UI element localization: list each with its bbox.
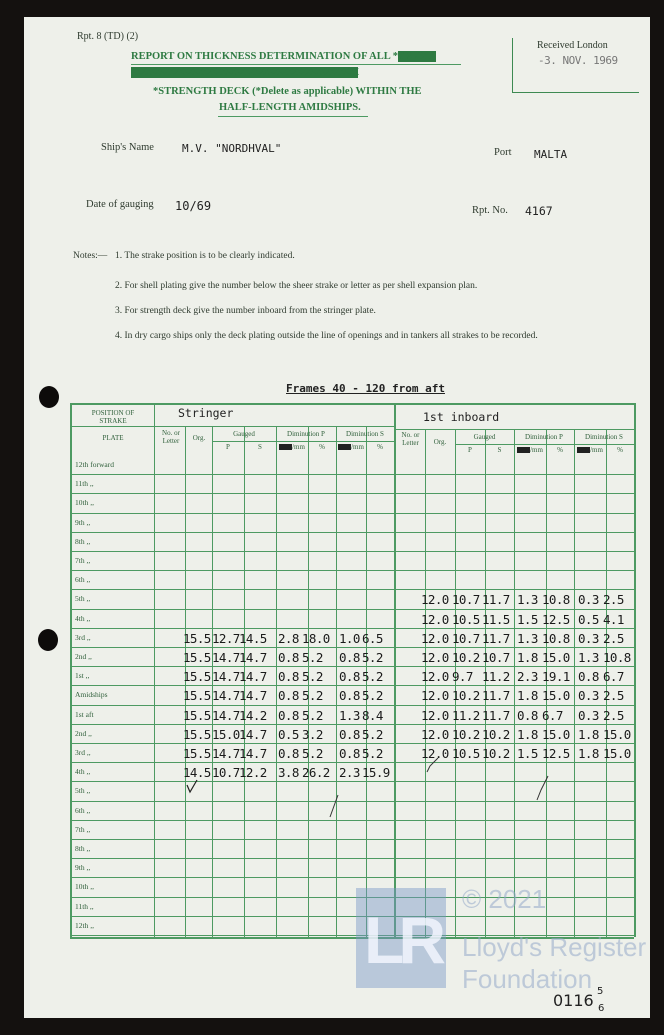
inboard-cell: 10.8 xyxy=(542,592,570,608)
stringer-cell: 12.2 xyxy=(239,765,267,781)
row-label: 11th ,, xyxy=(75,479,94,489)
inboard-cell: 11.7 xyxy=(482,707,510,723)
inboard-cell: 11.2 xyxy=(482,669,510,685)
inboard-cell: 2.3 xyxy=(517,669,538,685)
position-of-strake-header: POSITION OF STRAKE xyxy=(91,409,135,425)
row-label: 10th ,, xyxy=(75,882,94,892)
inboard-cell: 11.7 xyxy=(482,630,510,646)
row-label: 1st aft xyxy=(75,709,94,719)
right-org-header: Org. xyxy=(433,438,447,446)
stringer-cell: 0.8 xyxy=(278,707,299,723)
inboard-cell: 12.0 xyxy=(421,688,449,704)
inboard-cell: 1.8 xyxy=(578,746,599,761)
received-date-stamp: -3. NOV. 1969 xyxy=(538,54,618,67)
inboard-cell: 1.3 xyxy=(517,630,538,646)
row-label: 2nd ,, xyxy=(75,652,92,661)
inboard-cell: 10.5 xyxy=(452,746,480,761)
stringer-cell: 15.5 xyxy=(183,746,211,761)
watermark-line2: Foundation xyxy=(462,964,593,994)
stringer-title: Stringer xyxy=(178,406,234,420)
inboard-cell: 0.3 xyxy=(578,688,599,704)
inboard-cell: 12.0 xyxy=(421,669,449,685)
left-s-mm-text: /mm xyxy=(351,443,364,451)
stringer-cell: 14.7 xyxy=(239,688,267,704)
row-label: 3rd ,, xyxy=(75,632,91,642)
left-dimin-p-header: Diminution P xyxy=(287,430,325,438)
right-p-mm-text: /mm xyxy=(530,446,543,454)
stringer-cell: 14.7 xyxy=(239,669,267,685)
right-s-pct-header: % xyxy=(617,446,623,454)
row-label: 7th ,, xyxy=(75,824,91,834)
inboard-cell: 10.5 xyxy=(452,611,480,627)
received-label: Received London xyxy=(537,40,608,51)
row-label: Amidships xyxy=(75,690,108,700)
row-label: 6th ,, xyxy=(75,805,91,815)
stringer-cell: 15.5 xyxy=(183,707,211,723)
stringer-cell: 0.8 xyxy=(339,650,360,665)
inboard-cell: 2.5 xyxy=(603,688,624,704)
row-label: 12th forward xyxy=(75,460,114,469)
inboard-cell: 4.1 xyxy=(603,611,624,627)
inboard-cell: 10.8 xyxy=(542,630,570,646)
right-s-header: S xyxy=(497,446,502,454)
inboard-cell: 1.5 xyxy=(517,611,538,627)
stringer-cell: 0.8 xyxy=(339,726,360,742)
report-number-value: 4167 xyxy=(525,204,553,218)
port-value: MALTA xyxy=(534,148,568,161)
stringer-cell: 14.7 xyxy=(212,669,240,685)
row-label: 4th ,, xyxy=(75,767,91,777)
inboard-cell: 12.0 xyxy=(421,650,449,665)
stringer-cell: 0.8 xyxy=(278,650,299,665)
left-s-header: S xyxy=(258,443,262,451)
stringer-cell: 15.5 xyxy=(183,630,211,646)
stringer-cell: 5.2 xyxy=(362,688,383,704)
stringer-cell: 5.2 xyxy=(362,726,383,742)
inboard-cell: 11.7 xyxy=(482,592,510,608)
stringer-cell: 5.2 xyxy=(302,669,323,685)
stringer-cell: 0.8 xyxy=(278,746,299,761)
right-no-letter-header: No. or Letter xyxy=(401,431,420,447)
inboard-cell: 12.0 xyxy=(421,746,449,761)
right-dimin-s-header: Diminution S xyxy=(585,433,623,441)
right-p-header: P xyxy=(468,446,472,454)
row-label: 7th ,, xyxy=(75,556,91,565)
row-label: 9th ,, xyxy=(75,863,91,873)
note-1: 1. The strake position is to be clearly indicated. xyxy=(115,251,295,261)
stringer-cell: 5.2 xyxy=(302,746,323,761)
inboard-cell: 10.2 xyxy=(452,726,480,742)
page-reference xyxy=(553,991,594,1010)
inboard-cell: 10.2 xyxy=(452,688,480,704)
stringer-cell: 0.8 xyxy=(339,688,360,704)
inboard-cell: 12.0 xyxy=(421,592,449,608)
inboard-cell: 0.3 xyxy=(578,707,599,723)
inboard-cell: 12.5 xyxy=(542,746,570,761)
stringer-cell: 14.7 xyxy=(212,650,240,665)
stringer-cell: 14.7 xyxy=(212,688,240,704)
plate-header: PLATE xyxy=(102,434,124,442)
stringer-cell: 14.7 xyxy=(212,746,240,761)
row-label: 10th ,, xyxy=(75,498,94,508)
stringer-cell: 0.8 xyxy=(278,669,299,685)
inboard-cell: 10.7 xyxy=(482,650,510,665)
left-no-letter-header: No. or Letter xyxy=(162,429,180,445)
ship-name-label: Ship's Name xyxy=(101,142,154,153)
lr-logo xyxy=(356,888,446,988)
stringer-cell: 5.2 xyxy=(302,650,323,665)
stringer-cell: 5.2 xyxy=(362,669,383,685)
row-label: 12th ,, xyxy=(75,920,94,930)
lr-logo-text: LR xyxy=(364,903,440,977)
inboard-cell: 12.0 xyxy=(421,707,449,723)
stringer-cell: 14.7 xyxy=(239,650,267,665)
right-s-mm-text: /mm xyxy=(590,446,603,454)
row-label: 4th ,, xyxy=(75,613,91,623)
row-label: 1st ,, xyxy=(75,671,90,681)
note-2: 2. For shell plating give the number below the sheer strake or letter as per shell expansion plan. xyxy=(115,281,478,291)
port-label: Port xyxy=(494,147,512,158)
row-label: 2nd ,, xyxy=(75,728,92,738)
row-label: 11th ,, xyxy=(75,901,94,911)
inboard-cell: 11.2 xyxy=(452,707,480,723)
stringer-cell: 14.2 xyxy=(239,707,267,723)
stringer-cell: 5.2 xyxy=(302,688,323,704)
right-dimin-p-header: Diminution P xyxy=(525,433,563,441)
page-reference-sup: 5 xyxy=(597,986,604,997)
stringer-cell: 14.5 xyxy=(239,630,267,646)
row-label: 3rd ,, xyxy=(75,748,91,757)
inboard-cell: 0.8 xyxy=(578,669,599,685)
stringer-cell: 0.8 xyxy=(339,669,360,685)
stringer-cell: 14.5 xyxy=(183,765,211,781)
stringer-cell: 15.5 xyxy=(183,726,211,742)
inboard-cell: 15.0 xyxy=(542,688,570,704)
inboard-cell: 1.8 xyxy=(517,726,538,742)
row-label: 8th ,, xyxy=(75,844,91,853)
date-gauging-value: 10/69 xyxy=(175,199,212,213)
stringer-cell: 15.5 xyxy=(183,669,211,685)
left-p-mm-text: /mm xyxy=(292,443,305,451)
stringer-cell: 0.5 xyxy=(278,726,299,742)
stringer-cell: 5.2 xyxy=(302,707,323,723)
left-p-pct-header: % xyxy=(319,443,325,451)
stringer-cell: 14.7 xyxy=(239,726,267,742)
stringer-cell: 15.0 xyxy=(212,726,240,742)
report-title-line1-text: REPORT ON THICKNESS DETERMINATION OF ALL * xyxy=(131,51,399,62)
inboard-cell: 15.0 xyxy=(603,726,631,742)
report-title-line4: HALF-LENGTH AMIDSHIPS. xyxy=(219,102,361,113)
stringer-cell: 1.0 xyxy=(339,630,360,646)
stringer-cell: 6.5 xyxy=(362,630,383,646)
left-gauged-header: Gauged xyxy=(233,430,255,438)
inboard-cell: 10.7 xyxy=(452,592,480,608)
inboard-cell: 2.5 xyxy=(603,630,624,646)
stringer-cell: 15.5 xyxy=(183,688,211,704)
stringer-cell: 8.4 xyxy=(362,707,383,723)
inboard-cell: 12.0 xyxy=(421,726,449,742)
stringer-cell: 2.8 xyxy=(278,630,299,646)
ship-name-value: M.V. "NORDHVAL" xyxy=(182,142,282,155)
inboard-cell: 1.3 xyxy=(517,592,538,608)
row-label: 9th ,, xyxy=(75,517,91,527)
form-code: Rpt. 8 (TD) (2) xyxy=(77,31,139,42)
date-gauging-label: Date of gauging xyxy=(86,199,154,210)
notes-prefix: Notes:— xyxy=(73,251,108,261)
stringer-cell: 14.7 xyxy=(239,746,267,761)
inboard-cell: 9.7 xyxy=(452,669,473,685)
inboard-cell: 15.0 xyxy=(603,746,631,761)
stringer-cell: 3.8 xyxy=(278,765,299,781)
inboard-cell: 19.1 xyxy=(542,669,570,685)
inboard-cell: 11.7 xyxy=(482,688,510,704)
note-4: 4. In dry cargo ships only the deck plating outside the line of openings and in tankers all strakes to be recorded. xyxy=(115,331,538,341)
inboard-cell: 1.5 xyxy=(517,746,538,761)
left-org-header: Org. xyxy=(192,434,206,442)
report-title-line1: REPORT ON THICKNESS DETERMINATION OF ALL *XXXXX xyxy=(131,51,436,62)
stringer-cell: 3.2 xyxy=(302,726,323,742)
inboard-cell: 12.0 xyxy=(421,630,449,646)
right-p-pct-header: % xyxy=(557,446,563,454)
note-3: 3. For strength deck give the number inboard from the stringer plate. xyxy=(115,306,376,316)
first-inboard-title: 1st inboard xyxy=(423,410,500,424)
inboard-cell: 2.5 xyxy=(603,707,624,723)
inboard-cell: 1.3 xyxy=(578,650,599,665)
report-title-line3: *STRENGTH DECK (*Delete as applicable) WITHIN THE xyxy=(153,86,422,97)
stringer-cell: 15.9 xyxy=(362,765,390,781)
inboard-cell: 0.8 xyxy=(517,707,538,723)
inboard-cell: 2.5 xyxy=(603,592,624,608)
inboard-cell: 12.0 xyxy=(421,611,449,627)
inboard-cell: 10.2 xyxy=(482,726,510,742)
report-title-struck: XXXXXXXXXXXXXXXXXXXXXXXXXXXXXXXXXXXXXXXXXXXXXXXX xyxy=(131,67,358,78)
inboard-cell: 11.5 xyxy=(482,611,510,627)
stringer-cell: 15.5 xyxy=(183,650,211,665)
stringer-cell: 0.8 xyxy=(339,746,360,761)
inboard-cell: 1.8 xyxy=(578,726,599,742)
inboard-cell: 10.8 xyxy=(603,650,631,665)
left-p-header: P xyxy=(226,443,230,451)
stringer-cell: 1.3 xyxy=(339,707,360,723)
inboard-cell: 12.5 xyxy=(542,611,570,627)
stringer-cell: 18.0 xyxy=(302,630,330,646)
stringer-cell: 26.2 xyxy=(302,765,330,781)
inboard-cell: 0.3 xyxy=(578,630,599,646)
row-label: 6th ,, xyxy=(75,575,91,585)
inboard-cell: 1.8 xyxy=(517,650,538,665)
stringer-cell: 14.7 xyxy=(212,707,240,723)
stringer-cell: 2.3 xyxy=(339,765,360,781)
page-reference-sub: 6 xyxy=(598,1003,605,1014)
stringer-cell: 0.8 xyxy=(278,688,299,704)
inboard-cell: 10.2 xyxy=(452,650,480,665)
left-dimin-s-header: Diminution S xyxy=(346,430,384,438)
inboard-cell: 0.5 xyxy=(578,611,599,627)
inboard-cell: 15.0 xyxy=(542,726,570,742)
watermark-copyright: © 2021 xyxy=(462,884,547,914)
inboard-cell: 10.7 xyxy=(452,630,480,646)
row-label: 5th ,, xyxy=(75,786,91,796)
inboard-cell: 6.7 xyxy=(603,669,624,685)
left-s-pct-header: % xyxy=(377,443,383,451)
stringer-cell: 5.2 xyxy=(362,746,383,761)
inboard-cell: 10.2 xyxy=(482,746,510,761)
right-gauged-header: Gauged xyxy=(473,433,496,441)
row-label: 5th ,, xyxy=(75,594,91,604)
inboard-cell: 15.0 xyxy=(542,650,570,665)
report-number-label: Rpt. No. xyxy=(472,205,508,216)
inboard-cell: 0.3 xyxy=(578,592,599,608)
stringer-cell: 5.2 xyxy=(362,650,383,665)
inboard-cell: 1.8 xyxy=(517,688,538,704)
table-caption: Frames 40 - 120 from aft xyxy=(286,382,445,395)
page-reference-number: 0116 xyxy=(553,991,594,1010)
stringer-cell: 12.7 xyxy=(212,630,240,646)
inboard-cell: 6.7 xyxy=(542,707,563,723)
row-label: 8th ,, xyxy=(75,536,91,546)
watermark-line1: Lloyd's Register xyxy=(462,932,647,962)
stringer-cell: 10.7 xyxy=(212,765,240,781)
